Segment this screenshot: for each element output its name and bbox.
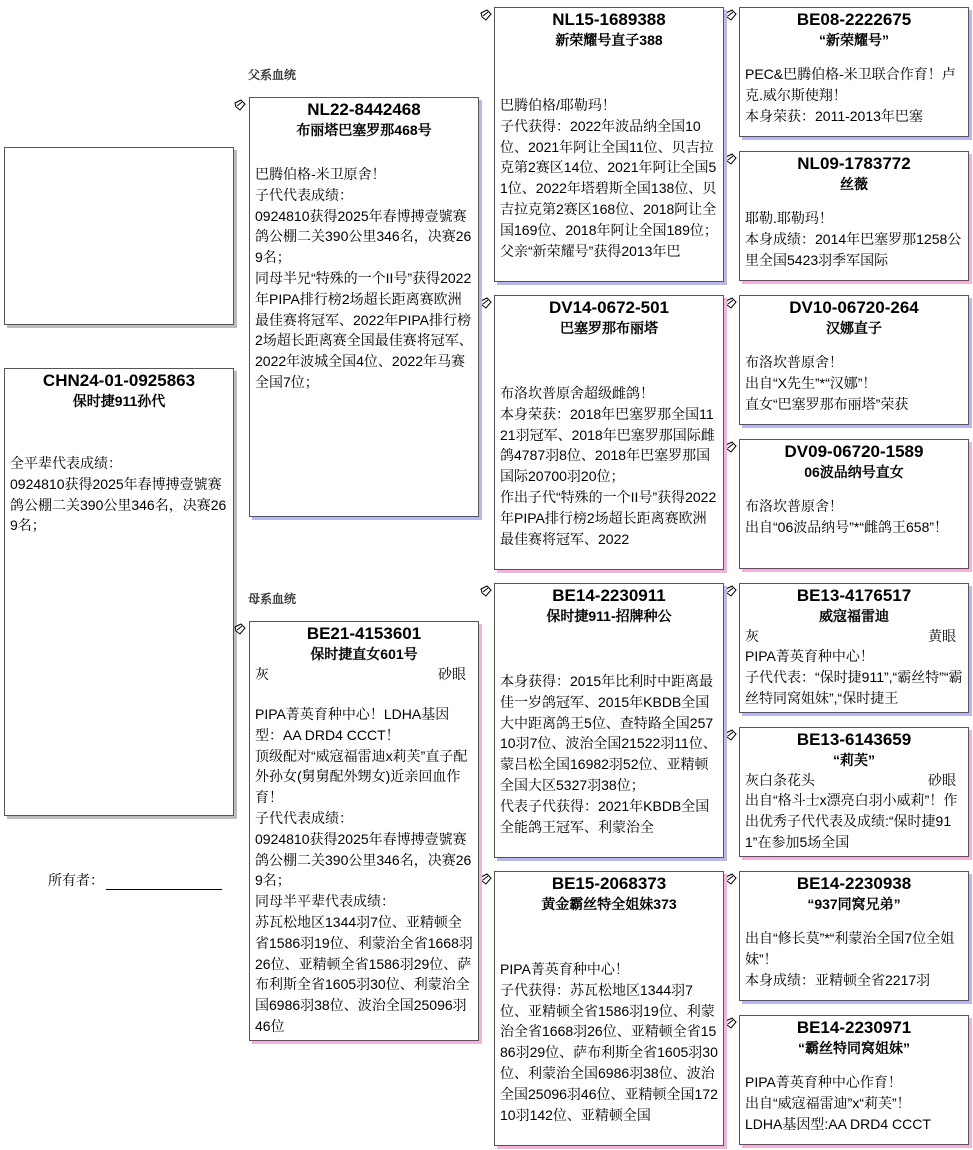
sire-dam-description: 布洛坎普原舍超级雌鸽！ 本身荣获：2018年巴塞罗那全国1121羽冠军、2018年巴塞罗那国际雌鸽4787羽8位、2018年巴塞罗那国国际20700羽20位； 作出子代“特殊的一个II号”获得2022年PIPA排行榜2场超长距离赛欧洲最佳赛将冠军、2022 — [500, 385, 717, 547]
dam-card — [249, 621, 479, 1041]
ddd-name: “霸丝特同窝姐妹” — [798, 1040, 910, 1056]
owner-blank-line — [106, 873, 222, 890]
dam-eye: 砂眼 — [438, 666, 466, 682]
dss-name: 威寇福雷迪 — [819, 608, 889, 624]
sire-card — [249, 97, 479, 517]
sire-description: 巴腾伯格-米卫原舍！ 子代代表成绩： 0924810获得2025年春博搏壹號赛鸽公棚二关390公里346名，决赛269名； 同母半兄“特殊的一个II号”获得2022年PIPA排行榜2场超长距离赛欧洲最佳赛将冠军、2022年PIPA排行榜2场超长距离赛全国最佳赛将冠军、2022年波城全国4位、2022年马赛全国7位； — [255, 166, 473, 390]
sire-dam-card — [494, 295, 724, 570]
ssd-card — [739, 151, 969, 281]
subject-description: 全平辈代表成绩： 0924810获得2025年春博搏壹號赛鸽公棚二关390公里346名，决赛269名； — [10, 455, 227, 534]
pointer-hand-icon — [724, 152, 738, 166]
dam-dam-name: 黄金霸丝特全姐妹373 — [541, 896, 677, 912]
sss-name: “新荣耀号” — [819, 32, 889, 48]
ddd-card — [739, 1015, 969, 1145]
pointer-hand-icon — [479, 872, 493, 886]
sds-ring-number: DV10-06720-264 — [789, 298, 919, 317]
subject-ring-number: CHN24-01-0925863 — [42, 371, 196, 390]
dss-eye: 黄眼 — [928, 628, 956, 644]
pointer-hand-icon — [479, 584, 493, 598]
dsd-card — [739, 727, 969, 857]
pointer-hand-icon — [724, 584, 738, 598]
dam-sire-card — [494, 583, 724, 858]
sdd-name: 06波品纳号直女 — [804, 464, 904, 480]
sire-dam-name: 巴塞罗那布丽塔 — [560, 320, 658, 336]
owner-field — [48, 870, 222, 890]
pointer-hand-icon — [724, 8, 738, 22]
dam-color: 灰 — [255, 666, 269, 682]
dam-line-label: 母系血统 — [248, 592, 297, 606]
sire-ring-number: NL22-8442468 — [307, 100, 421, 119]
dsd-ring-number: BE13-6143659 — [796, 730, 912, 749]
owner-label: 所有者： — [48, 872, 104, 888]
sire-line-label: 父系血统 — [248, 68, 297, 82]
pointer-hand-icon — [724, 1016, 738, 1030]
dam-dam-ring-number: BE15-2068373 — [551, 874, 667, 893]
ddd-description: PIPA菁英育种中心作育！ 出自“威寇福雷迪”x“莉芙”！ LDHA基因型:AA DRD4 CCCT — [745, 1074, 931, 1132]
pointer-hand-icon — [479, 296, 493, 310]
pointer-hand-icon — [724, 296, 738, 310]
dam-color-row — [250, 664, 478, 684]
sire-sire-ring-number: NL15-1689388 — [552, 10, 666, 29]
dss-color: 灰 — [745, 628, 759, 644]
pointer-hand-icon — [724, 440, 738, 454]
dss-color-row — [740, 626, 968, 646]
sire-name: 布丽塔巴塞罗那468号 — [296, 122, 432, 138]
dam-dam-description: PIPA菁英育种中心！ 子代获得：苏瓦松地区1344羽7位、亚精顿全省1586羽19位、利蒙治全省1668羽26位、亚精顿全省1586羽29位、萨布利斯全省1605羽30位、利蒙治全国6986羽38位、波治全国25096羽46位、亚精顿全国17210羽142位、亚精顿全国 — [500, 961, 718, 1123]
dsd-eye: 砂眼 — [928, 772, 956, 788]
ddd-ring-number: BE14-2230971 — [796, 1018, 912, 1037]
dam-sire-name: 保时捷911-招牌种公 — [546, 608, 672, 624]
ssd-description: 耶勒.耶勒玛！ 本身成绩：2014年巴塞罗那1258公里全国5423羽季军国际 — [745, 210, 962, 268]
dam-ring-number: BE21-4153601 — [306, 624, 422, 643]
dam-name: 保时捷直女601号 — [310, 646, 418, 662]
sds-card — [739, 295, 969, 425]
sire-dam-ring-number: DV14-0672-501 — [548, 298, 670, 317]
pointer-hand-icon — [479, 8, 493, 22]
dds-ring-number: BE14-2230938 — [796, 874, 912, 893]
ssd-ring-number: NL09-1783772 — [797, 154, 911, 173]
sdd-description: 布洛坎普原舍！ 出自“06波品纳号”*“雌鸽王658”！ — [745, 498, 949, 535]
sire-sire-name: 新荣耀号直子388 — [555, 32, 663, 48]
dds-description: 出自“修长莫”*“利蒙治全国7位全姐妹”！ 本身成绩：亚精顿全省2217羽 — [745, 930, 955, 988]
pointer-hand-icon — [724, 728, 738, 742]
sds-description: 布洛坎普原舍！ 出自“X先生”*“汉娜”！ 直女“巴塞罗那布丽塔”荣获 — [745, 354, 909, 412]
dss-ring-number: BE13-4176517 — [796, 586, 912, 605]
sdd-card — [739, 439, 969, 569]
dsd-description: 出自“格斗士x漂亮白羽小威莉”！作出优秀子代代表及成绩:“保时捷911”在参加5场全国 — [745, 792, 958, 850]
dsd-color-row — [740, 770, 968, 790]
pointer-hand-icon — [233, 622, 247, 636]
dss-card — [739, 583, 969, 713]
subject-card — [4, 368, 234, 816]
dam-description: PIPA菁英育种中心！LDHA基因型：AA DRD4 CCCT！ 顶级配对“威寇福雷迪x莉芙”直子配外孙女(舅舅配外甥女)近亲回血作育！ 子代代表成绩： 0924810获得2025年春博搏壹號赛鸽公棚二关390公里346名，决赛269名； 同母半平辈代表成绩： 苏瓦松地区1344羽7位、亚精顿全省1586羽19位、利蒙治全省1668羽26位、亚精顿全省1586羽29位、萨布利斯全省1605羽30位、利蒙治全国6986羽38位、波治全国25096羽46位 — [255, 706, 473, 1034]
sss-ring-number: BE08-2222675 — [796, 10, 912, 29]
dam-sire-description: 本身获得：2015年比利时中距离最佳一岁鸽冠军、2015年KBDB全国大中距离鸽王5位、查特路全国25710羽7位、波治全国21522羽11位、蒙吕松全国16982羽52位、亚精顿全国大区5327羽38位； 代表子代获得：2021年KBDB全国全能鸽王冠军、利蒙治全 — [500, 673, 717, 835]
ssd-name: 丝薇 — [840, 176, 868, 192]
dsd-color: 灰白条花头 — [745, 772, 815, 788]
dss-description: PIPA菁英育种中心！ 子代代表：“保时捷911”,“霸丝特”“霸丝特同窝姐妹”,“保时捷王 — [745, 648, 963, 706]
sds-name: 汉娜直子 — [826, 320, 882, 336]
dds-card — [739, 871, 969, 1001]
sss-description: PEC&巴腾伯格-米卫联合作育！卢克.威尔斯使翔！ 本身荣获：2011-2013年巴塞 — [745, 66, 956, 124]
dsd-name: “莉芙” — [833, 752, 875, 768]
pointer-hand-icon — [233, 98, 247, 112]
dds-name: “937同窝兄弟” — [807, 896, 901, 912]
sss-card — [739, 7, 969, 137]
subject-name: 保时捷911孙代 — [72, 393, 166, 409]
sdd-ring-number: DV09-06720-1589 — [784, 442, 924, 461]
photo-placeholder — [4, 147, 234, 325]
sire-sire-card — [494, 7, 724, 282]
sire-sire-description: 巴腾伯格/耶勒玛！ 子代获得：2022年波品纳全国10位、2021年阿让全国11位、贝吉拉克第2赛区14位、2021年阿让全国51位、2022年塔碧斯全国138位、贝吉拉克第2赛区168位、2018阿让全国169位、2018年阿让全国189位； 父亲“新荣耀号”获得2013年巴 — [500, 97, 718, 259]
dam-dam-card — [494, 871, 724, 1146]
dam-sire-ring-number: BE14-2230911 — [552, 586, 666, 605]
pointer-hand-icon — [724, 872, 738, 886]
